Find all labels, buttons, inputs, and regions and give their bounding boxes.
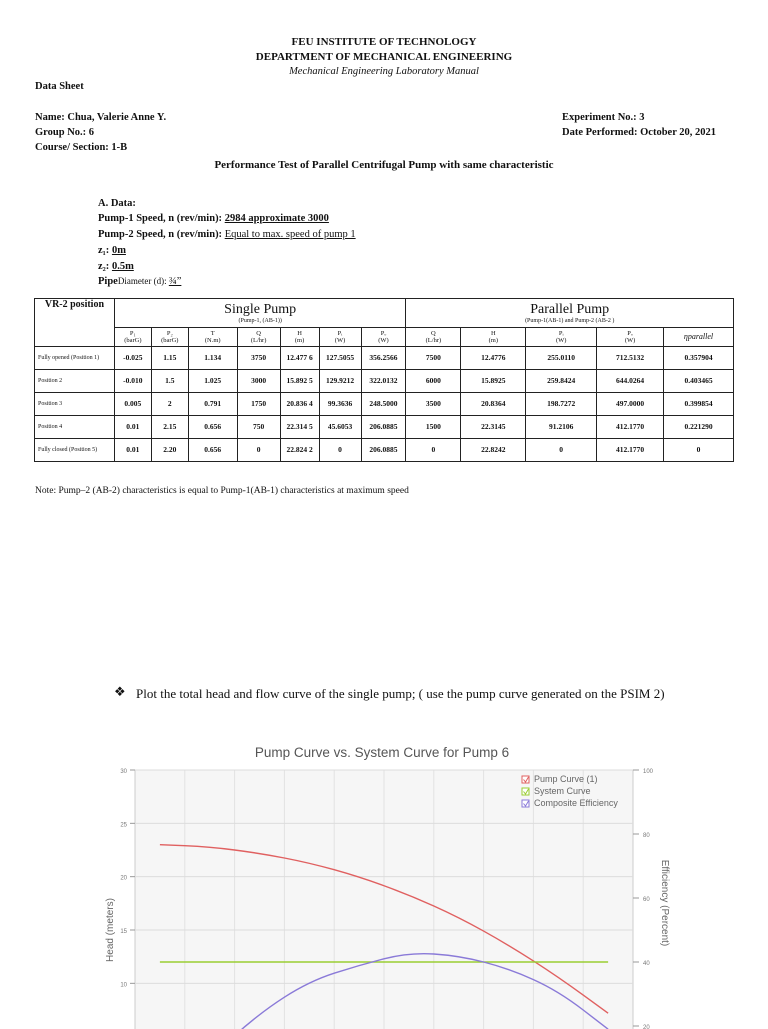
value-cell: 45.6053 <box>319 416 361 439</box>
value-cell: 0.01 <box>114 439 151 462</box>
single-pump-subtitle: (Pump-1, (AB-1)) <box>238 317 282 324</box>
value-cell: 22.8242 <box>461 439 526 462</box>
single-col-header <box>151 328 188 347</box>
col-header-symbol: P₂ <box>166 330 173 337</box>
value-cell: 0 <box>526 439 597 462</box>
col-header-symbol: T <box>210 330 215 337</box>
col-header-unit: (L/hr) <box>250 337 267 344</box>
single-col-header <box>237 328 280 347</box>
value-cell: 1.025 <box>188 370 237 393</box>
z2-label: z₂: <box>98 261 112 272</box>
value-cell: 0.01 <box>114 416 151 439</box>
value-cell: 127.5055 <box>319 347 361 370</box>
value-cell: 712.5132 <box>597 347 664 370</box>
bullet-text: Plot the total head and flow curve of the single pump; ( use the pump curve generated on the PSIM 2) <box>136 686 665 701</box>
col-header-symbol: Pₒ <box>627 330 633 337</box>
value-cell: 12.4776 <box>461 347 526 370</box>
y2-tick-label: 100 <box>643 769 654 775</box>
col-header-symbol: Pᵢ <box>337 330 343 337</box>
value-cell: 0 <box>664 439 734 462</box>
sheet-title: Performance Test of Parallel Centrifugal Pump with same characteristic <box>214 159 554 171</box>
value-cell: 0.399854 <box>664 393 734 416</box>
value-cell: 12.477 6 <box>280 347 319 370</box>
col-header-symbol: H <box>490 330 496 337</box>
y-axis-label: Head (meters) <box>105 898 116 962</box>
legend-label: System Curve <box>534 786 591 796</box>
col-header-unit: (N.m) <box>204 337 221 344</box>
value-cell: 0 <box>319 439 361 462</box>
value-cell: 259.8424 <box>526 370 597 393</box>
legend-label: Composite Efficiency <box>534 798 618 808</box>
parallel-col-header <box>597 328 664 347</box>
col-header-unit: (m) <box>488 337 498 344</box>
experiment-number: Experiment No.: 3 <box>562 112 645 123</box>
single-col-header <box>114 328 151 347</box>
single-col-header <box>188 328 237 347</box>
value-cell: 0.403465 <box>664 370 734 393</box>
col-header-unit: (W) <box>334 337 346 344</box>
pump1-speed-label: Pump-1 Speed, n (rev/min): <box>98 213 225 224</box>
pump1-speed-value: 2984 approximate 3000 <box>224 213 329 224</box>
z2-value <box>98 261 134 272</box>
y2-tick-label: 80 <box>643 833 650 839</box>
value-cell: 99.3636 <box>319 393 361 416</box>
y-tick-label: 10 <box>120 982 127 989</box>
col-header-unit: (L/hr) <box>425 337 442 344</box>
pump-curve-chart <box>105 735 670 1029</box>
col-header-unit: (m) <box>294 337 305 344</box>
y-tick-label: 30 <box>120 769 127 775</box>
value-cell: 206.0885 <box>361 416 406 439</box>
parallel-col-header <box>526 328 597 347</box>
single-col-header <box>280 328 319 347</box>
value-cell: 750 <box>237 416 280 439</box>
value-cell: 644.0264 <box>597 370 664 393</box>
value-cell: 22.824 2 <box>280 439 319 462</box>
value-cell: 0.005 <box>114 393 151 416</box>
chart-svg <box>105 735 670 1029</box>
value-cell: 412.1770 <box>597 416 664 439</box>
date-performed: Date Performed: October 20, 2021 <box>562 127 717 138</box>
column-header-row <box>35 328 734 347</box>
value-cell: 248.5000 <box>361 393 406 416</box>
value-cell: 22.3145 <box>461 416 526 439</box>
position-cell: Position 3 <box>35 393 115 416</box>
manual-title: Mechanical Engineering Laboratory Manual <box>289 66 479 77</box>
pipe-diameter <box>98 276 181 287</box>
y2-tick-label: 60 <box>643 897 650 903</box>
pump2-speed-value: Equal to max. speed of pump 1 <box>224 229 356 240</box>
col-header-symbol: Q <box>256 330 261 337</box>
col-header-symbol: Pₒ <box>380 330 387 337</box>
table-row <box>35 347 734 370</box>
y-tick-label: 25 <box>120 822 127 829</box>
single-pump-title: Single Pump <box>224 301 297 317</box>
z1-label: z₁: <box>98 245 112 256</box>
group-number: Group No.: 6 <box>35 127 95 138</box>
vr-position-header: VR-2 position <box>35 299 115 347</box>
col-header-unit: (W) <box>624 337 636 344</box>
z1-value <box>98 245 126 256</box>
pipe-value: ¾” <box>168 276 182 287</box>
value-cell: 20.836 4 <box>280 393 319 416</box>
single-col-header <box>319 328 361 347</box>
institute-title: FEU INSTITUTE OF TECHNOLOGY <box>291 36 477 48</box>
value-cell: 1.134 <box>188 347 237 370</box>
value-cell: 0 <box>406 439 461 462</box>
y2-axis-label: Efficiency (Percent) <box>659 859 670 947</box>
position-cell: Position 2 <box>35 370 115 393</box>
col-header-unit: (W) <box>378 337 389 344</box>
student-name: Name: Chua, Valerie Anne Y. <box>35 112 167 123</box>
value-cell: 0.357904 <box>664 347 734 370</box>
value-cell: 15.8925 <box>461 370 526 393</box>
single-col-header <box>361 328 406 347</box>
pump1-speed <box>98 213 329 224</box>
table-row <box>35 393 734 416</box>
col-header-unit: (barG) <box>161 337 179 344</box>
value-cell: 7500 <box>406 347 461 370</box>
value-cell: 20.8364 <box>461 393 526 416</box>
value-cell: 1.5 <box>151 370 188 393</box>
z2-number: 0.5m <box>111 261 134 272</box>
value-cell: 1500 <box>406 416 461 439</box>
position-cell: Fully opened (Position 1) <box>35 347 115 370</box>
pump2-speed-label: Pump-2 Speed, n (rev/min): <box>98 229 225 240</box>
legend-label: Pump Curve (1) <box>534 774 598 784</box>
value-cell: 497.0000 <box>597 393 664 416</box>
value-cell: 356.2566 <box>361 347 406 370</box>
value-cell: 2.15 <box>151 416 188 439</box>
value-cell: 322.0132 <box>361 370 406 393</box>
value-cell: 3000 <box>237 370 280 393</box>
value-cell: 0.656 <box>188 416 237 439</box>
z1-number: 0m <box>111 245 126 256</box>
parallel-pump-subtitle: (Pump-1(AB-1) and Pump-2 (AB-2 ) <box>525 317 615 324</box>
pump2-speed <box>98 229 356 240</box>
position-cell: Position 4 <box>35 416 115 439</box>
data-heading: A. Data: <box>98 198 136 209</box>
value-cell: 198.7272 <box>526 393 597 416</box>
value-cell: 1.15 <box>151 347 188 370</box>
value-cell: 15.892 5 <box>280 370 319 393</box>
value-cell: 22.314 5 <box>280 416 319 439</box>
value-cell: 0.221290 <box>664 416 734 439</box>
pipe-label-bold: Pipe <box>98 276 118 287</box>
value-cell: 255.0110 <box>526 347 597 370</box>
pipe-label: Diameter (d): <box>117 276 169 286</box>
value-cell: 3750 <box>237 347 280 370</box>
chart-title: Pump Curve vs. System Curve for Pump 6 <box>254 745 510 760</box>
table-row <box>35 439 734 462</box>
value-cell: 91.2106 <box>526 416 597 439</box>
col-header-symbol: H <box>297 330 302 337</box>
data-table <box>34 298 734 462</box>
value-cell: -0.010 <box>114 370 151 393</box>
value-cell: -0.025 <box>114 347 151 370</box>
value-cell: 0 <box>237 439 280 462</box>
value-cell: 2.20 <box>151 439 188 462</box>
value-cell: 206.0885 <box>361 439 406 462</box>
sheet-label: Data Sheet <box>35 81 84 92</box>
bullet-icon: ❖ <box>114 684 126 699</box>
value-cell: 0.656 <box>188 439 237 462</box>
parallel-col-header <box>406 328 461 347</box>
value-cell: 129.9212 <box>319 370 361 393</box>
value-cell: 2 <box>151 393 188 416</box>
col-header-symbol: Q <box>431 330 436 337</box>
value-cell: 412.1770 <box>597 439 664 462</box>
table-body <box>35 347 734 462</box>
y-tick-label: 15 <box>120 929 127 935</box>
eta-parallel-header: ηparallel <box>664 328 734 347</box>
col-header-symbol: Pᵢ <box>558 330 564 337</box>
parallel-pump-title: Parallel Pump <box>530 301 610 317</box>
col-header-symbol: P₁ <box>129 330 136 337</box>
table-row <box>35 416 734 439</box>
value-cell: 6000 <box>406 370 461 393</box>
value-cell: 3500 <box>406 393 461 416</box>
course-section: Course/ Section: 1-B <box>35 142 128 153</box>
y2-tick-label: 40 <box>643 961 650 967</box>
y-tick-label: 20 <box>120 875 127 882</box>
table-row <box>35 370 734 393</box>
table-note: Note: Pump–2 (AB-2) characteristics is equal to Pump-1(AB-1) characteristics at maximum speed <box>35 486 409 496</box>
parallel-col-header <box>461 328 526 347</box>
single-pump-header <box>114 299 406 328</box>
value-cell: 1750 <box>237 393 280 416</box>
value-cell: 0.791 <box>188 393 237 416</box>
position-cell: Fully closed (Position 5) <box>35 439 115 462</box>
y2-tick-label: 20 <box>643 1025 650 1029</box>
col-header-unit: (W) <box>555 337 567 344</box>
parallel-pump-header <box>406 299 734 328</box>
col-header-unit: (barG) <box>124 337 142 344</box>
department-title: DEPARTMENT OF MECHANICAL ENGINEERING <box>255 51 513 63</box>
